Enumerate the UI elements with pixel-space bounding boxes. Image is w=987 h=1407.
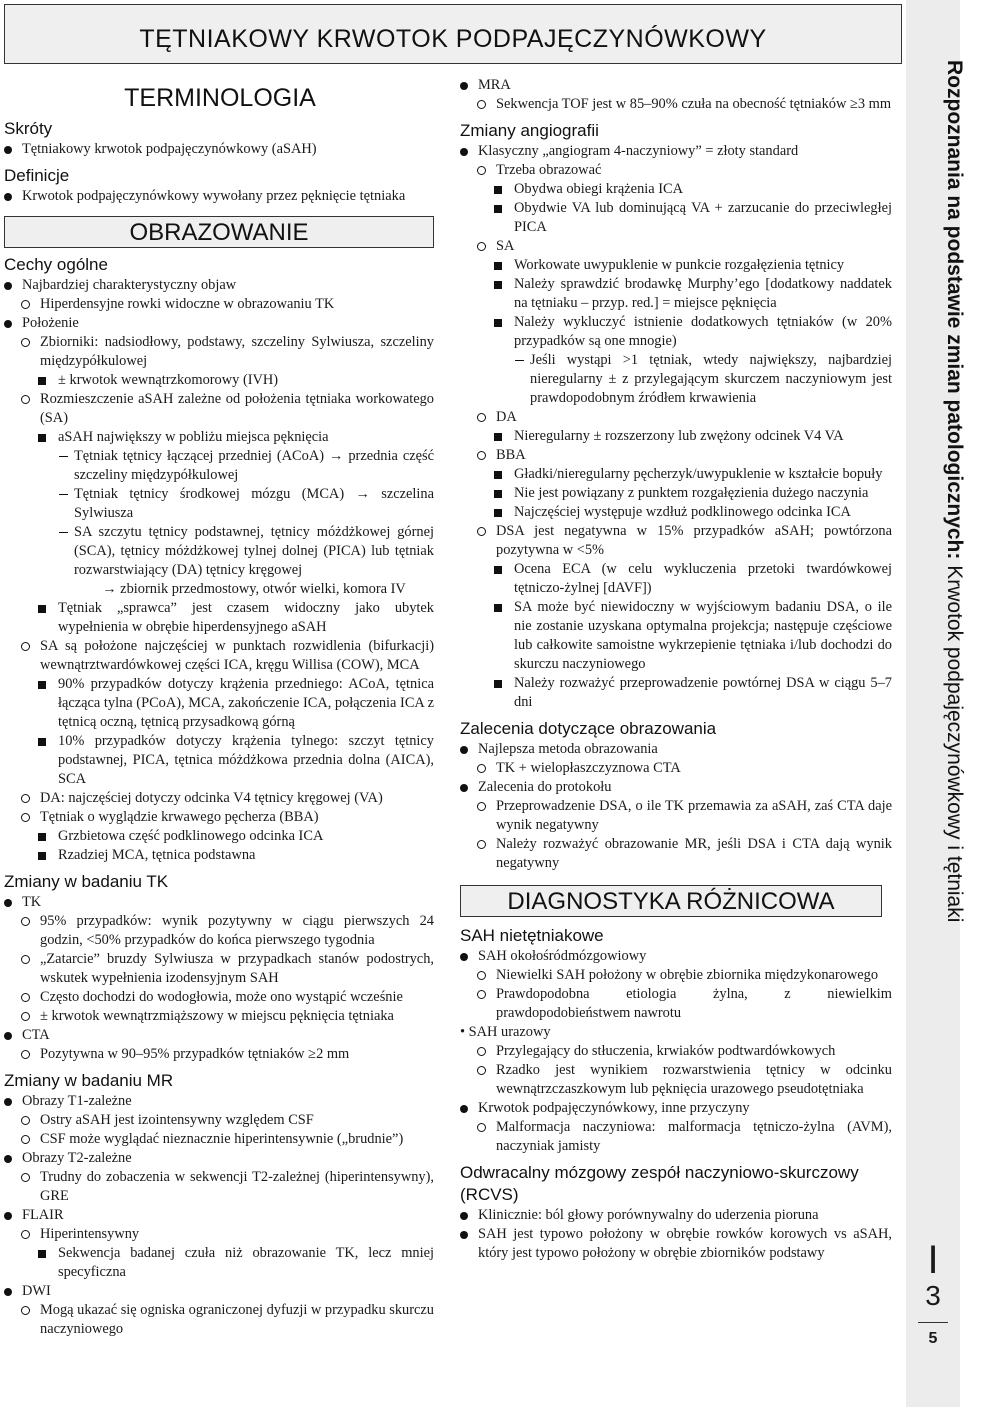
list-item: Krwotok podpajęczynówkowy, inne przyczyny <box>460 1099 892 1118</box>
list-item: Rzadko jest wynikiem rozwarstwienia tętnicy w odcinku wewnątrzczaszkowym lub pęknięcia urazowego pseudotętniaka <box>460 1061 892 1099</box>
list-item: Workowate uwypuklenie w punkcie rozgałęzienia tętnicy <box>460 256 892 275</box>
page-title-box <box>4 4 902 64</box>
list-item: Klinicznie: ból głowy porównywalny do uderzenia pioruna <box>460 1206 892 1225</box>
list-item: Hiperintensywny <box>4 1225 434 1244</box>
list-item: Przylegający do stłuczenia, krwiaków podtwardówkowych <box>460 1042 892 1061</box>
heading-angiografia: Zmiany angiografii <box>460 121 599 140</box>
list-item: Klasyczny „angiogram 4-naczyniowy” = złoty standard <box>460 142 892 161</box>
list-item: 10% przypadków dotyczy krążenia tylnego: szczyt tętnicy podstawnej, PICA, tętnica móżdżkowa przednia dolna (AICA), SCA <box>4 732 434 789</box>
list-item: „Zatarcie” bruzdy Sylwiusza w przypadkach stanów podostrych, wskutek wypełnienia izodensyjnym SAH <box>4 950 434 988</box>
right-column <box>460 76 892 1263</box>
list-item: 90% przypadków dotyczy krążenia przedniego: ACoA, tętnica łącząca tylna (PCoA), MCA, zakończenie ICA, połączenia ICA z tętnicą oczną, tętnicą przysadkową górną <box>4 675 434 732</box>
list-item: Zalecenia do protokołu <box>460 778 892 797</box>
list-item: BBA <box>460 446 892 465</box>
page-title: TĘTNIAKOWY KRWOTOK PODPAJĘCZYNÓWKOWY <box>139 25 767 53</box>
list-item: • SAH urazowy <box>460 1024 551 1040</box>
list-item: Najbardziej charakterystyczny objaw <box>4 276 434 295</box>
heading-definicje: Definicje <box>4 166 70 185</box>
list-item: Obydwa obiegi krążenia ICA <box>460 180 892 199</box>
heading-cechy: Cechy ogólne <box>4 255 108 274</box>
sidebar-title-bold: Rozpoznania na podstawie zmian patologicznych: <box>943 60 966 560</box>
sidebar-vertical-title <box>933 60 987 923</box>
list-item: SA szczytu tętnicy podstawnej, tętnicy móżdżkowej górnej (SCA), tętnicy móżdżkowej tylnej dolnej (PICA) lub tętniak rozwarstwiający (DA) tętnicy kręgowej <box>4 523 434 580</box>
heading-mr: Zmiany w badaniu MR <box>4 1071 174 1090</box>
list-item: DA: najczęściej dotyczy odcinka V4 tętnicy kręgowej (VA) <box>4 789 434 808</box>
list-item: FLAIR <box>4 1206 434 1225</box>
list-item: Trzeba obrazować <box>460 161 892 180</box>
list-item: Gładki/nieregularny pęcherzyk/uwypuklenie w kształcie bopuły <box>460 465 892 484</box>
list-item: Należy rozważyć przeprowadzenie powtórnej DSA w ciągu 5–7 dni <box>460 674 892 712</box>
heading-sah: SAH nietętniakowe <box>460 926 604 945</box>
list-item: Niewielki SAH położony w obrębie zbiornika międzykonarowego <box>460 966 892 985</box>
list-item: CTA <box>4 1026 434 1045</box>
list-item: Ostry aSAH jest izointensywny względem CSF <box>4 1111 434 1130</box>
list-item: TK + wielopłaszczyznowa CTA <box>460 759 892 778</box>
list-item: Obydwie VA lub dominującą VA + zarzucanie do przeciwległej PICA <box>460 199 892 237</box>
list-item: Tętniak tętnicy środkowej mózgu (MCA) → szczelina Sylwiusza <box>4 485 434 523</box>
list-item: CSF może wyglądać nieznacznie hiperintensywnie („brudnie”) <box>4 1130 434 1149</box>
list-item: TK <box>4 893 434 912</box>
list-item: Najlepsza metoda obrazowania <box>460 740 892 759</box>
heading-rcvs: Odwracalny mózgowy zespół naczyniowo-skurczowy (RCVS) <box>460 1163 859 1204</box>
heading-skroty: Skróty <box>4 119 53 138</box>
list-item: SAH jest typowo położony w obrębie rowków korowych vs aSAH, który jest typowo położony w obrębie zbiorników podstawy <box>460 1225 892 1263</box>
list-item: SA <box>460 237 892 256</box>
list-item: DWI <box>4 1282 434 1301</box>
chapter-number: 3 <box>925 1280 941 1311</box>
list-item: SA są położone najczęściej w punktach rozwidlenia (bifurkacji) wewnątrztwardówkowej części ICA, kręgu Willisa (COW), MCA <box>4 637 434 675</box>
list-item: Hiperdensyjne rowki widoczne w obrazowaniu TK <box>4 295 434 314</box>
list-item: Nie jest powiązany z punktem rozgałęzienia dużego naczynia <box>460 484 892 503</box>
diagnostyka-heading <box>460 885 882 917</box>
list-item: Sekwencja TOF jest w 85–90% czuła na obecność tętniaków ≥3 mm <box>460 95 892 114</box>
list-item: Często dochodzi do wodogłowia, może ono wystąpić wcześnie <box>4 988 434 1007</box>
terminologia-heading <box>36 84 404 110</box>
list-item: Jeśli wystąpi >1 tętniak, wtedy największy, najbardziej nieregularny ± z przylegającym skurczem naczyniowym jest prawdopodobnym źródłem krwawienia <box>460 351 892 408</box>
list-item-continuation: → zbiornik przedmostowy, otwór wielki, komora IV <box>102 581 406 597</box>
sidebar-divider <box>918 1322 948 1323</box>
list-item: Obrazy T1-zależne <box>4 1092 434 1111</box>
list-item: ± krwotok wewnątrzkomorowy (IVH) <box>4 371 434 390</box>
heading-zalecenia: Zalecenia dotyczące obrazowania <box>460 719 717 738</box>
list-item: Nieregularny ± rozszerzony lub zwężony odcinek V4 VA <box>460 427 892 446</box>
list-item: Malformacja naczyniowa: malformacja tętniczo-żylna (AVM), naczyniak jamisty <box>460 1118 892 1156</box>
obrazowanie-text: OBRAZOWANIE <box>129 219 309 246</box>
list-item: SA może być niewidoczny w wyjściowym badaniu DSA, o ile nie zostanie uzyskana optymalna projekcja; następuje częściowe lub całkowite samoistne wykrzepienie tętniaka i/lub dochodzi do skurczu naczyniowego <box>460 598 892 674</box>
list-item: MRA <box>460 76 892 95</box>
list-item: aSAH największy w pobliżu miejsca pęknięcia <box>4 428 434 447</box>
list-item: Obrazy T2-zależne <box>4 1149 434 1168</box>
heading-tk: Zmiany w badaniu TK <box>4 872 169 891</box>
terminologia-text: TERMINOLOGIA <box>124 84 316 112</box>
list-item: Prawdopodobna etiologia żylna, z niewielkim prawdopodobieństwem nawrotu <box>460 985 892 1023</box>
list-item: Należy wykluczyć istnienie dodatkowych tętniaków (w 20% przypadków są one mnogie) <box>460 313 892 351</box>
sidebar <box>906 0 966 1407</box>
list-item: SAH okołośródmózgowiowy <box>460 947 892 966</box>
list-item: Sekwencja badanej czuła niż obrazowanie TK, lecz mniej specyficzna <box>4 1244 434 1282</box>
sidebar-title-normal: Krwotok podpajęczynówkowy i tętniaki <box>943 559 966 923</box>
left-column <box>4 118 434 1339</box>
list-item: Tętniakowy krwotok podpajęczynówkowy (aSAH) <box>4 140 434 159</box>
list-item: Trudny do zobaczenia w sekwencji T2-zależnej (hiperintensywny), GRE <box>4 1168 434 1206</box>
list-item: Krwotok podpajęczynówkowy wywołany przez pęknięcie tętniaka <box>4 187 434 206</box>
list-item: ± krwotok wewnątrzmiąższowy w miejscu pęknięcia tętniaka <box>4 1007 434 1026</box>
list-item: Rozmieszczenie aSAH zależne od położenia tętniaka workowatego (SA) <box>4 390 434 428</box>
list-item: Tętniak tętnicy łączącej przedniej (ACoA) → przednia część szczeliny międzypółkulowej <box>4 447 434 485</box>
list-item: Należy rozważyć obrazowanie MR, jeśli DSA i CTA dają wynik negatywny <box>460 835 892 873</box>
obrazowanie-heading <box>4 216 434 248</box>
list-item: Grzbietowa część podklinowego odcinka ICA <box>4 827 434 846</box>
list-item: Najczęściej występuje wzdłuż podklinowego odcinka ICA <box>460 503 892 522</box>
list-item: Rzadziej MCA, tętnica podstawna <box>4 846 434 865</box>
diagnostyka-text: DIAGNOSTYKA RÓŻNICOWA <box>507 888 835 915</box>
list-item: Zbiorniki: nadsiodłowy, podstawy, szczeliny Sylwiusza, szczeliny międzypółkulowej <box>4 333 434 371</box>
list-item: Przeprowadzenie DSA, o ile TK przemawia za aSAH, zaś CTA daje wynik negatywny <box>460 797 892 835</box>
list-item: Tętniak „sprawca” jest czasem widoczny jako ubytek wypełnienia w obrębie hiperdensyjnego aSAH <box>4 599 434 637</box>
list-item: Położenie <box>4 314 434 333</box>
page-number: 5 <box>928 1330 938 1347</box>
list-item: DA <box>460 408 892 427</box>
list-item: Pozytywna w 90–95% przypadków tętniaków ≥2 mm <box>4 1045 434 1064</box>
list-item: Tętniak o wyglądzie krwawego pęcherza (BBA) <box>4 808 434 827</box>
list-item: 95% przypadków: wynik pozytywny w ciągu pierwszych 24 godzin, <50% przypadków do końca pierwszego tygodnia <box>4 912 434 950</box>
list-item: Mogą ukazać się ogniska ograniczonej dyfuzji w przypadku skurczu naczyniowego <box>4 1301 434 1339</box>
list-item: DSA jest negatywna w 15% przypadków aSAH; powtórzona pozytywna w <5% <box>460 522 892 560</box>
list-item: Należy sprawdzić brodawkę Murphy’ego [dodatkowy naddatek na tętniaku – przyp. red.] = miejsce pęknięcia <box>460 275 892 313</box>
list-item: Ocena ECA (w celu wykluczenia przetoki twardówkowej tętniczo-żylnej [dAVF]) <box>460 560 892 598</box>
section-number: I <box>927 1238 939 1282</box>
